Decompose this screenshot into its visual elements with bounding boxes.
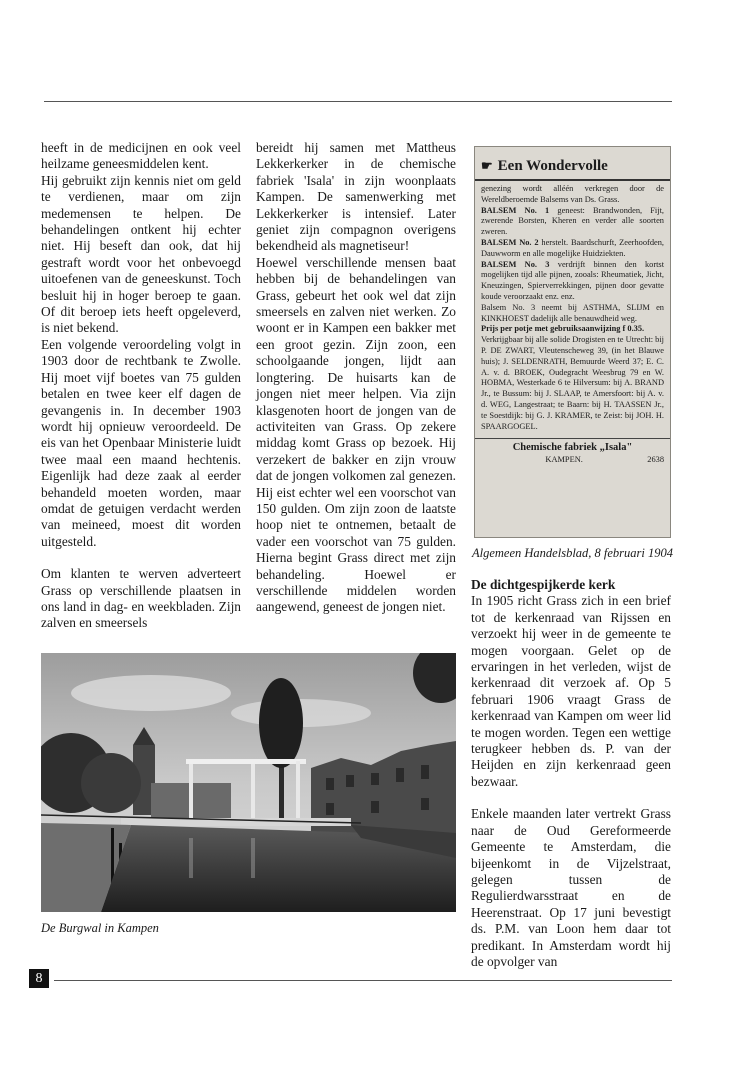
pointing-hand-icon: ☛ xyxy=(481,158,492,173)
burgwal-photo xyxy=(41,653,456,912)
ad-balsem1-text: geneest: Brandwonden, Fijt, zwerende Borsten, Kheren en verder alle soorten zweren. xyxy=(481,205,664,237)
ad-footer: Chemische fabriek „Isala" xyxy=(475,438,670,453)
column-1-paragraph-1: heeft in de medicijnen en ook veel heilzame geneesmiddelen kent. xyxy=(41,140,241,172)
top-rule xyxy=(44,101,672,102)
ad-balsem3-label: BALSEM No. 3 xyxy=(481,259,550,269)
photo-caption: De Burgwal in Kampen xyxy=(41,921,159,935)
column-1 xyxy=(41,140,241,632)
column-3 xyxy=(471,577,671,970)
column-1-paragraph-2: Hij gebruikt zijn kennis niet om geld te verdienen, maar om zijn medemensen te helpen. De behandelingen ontkent hij echter niet. Hij beseft dan ook, dat hij gestraft wordt voor het onbevoegd uitoefenen van de geneeskunst. Toch besluit hij in hoger beroep te gaan. Of dit beroep iets heeft opgeleverd, is niet bekend. xyxy=(41,172,241,336)
ad-dealers: Verkrijgbaar bij alle solide Drogisten en te Utrecht: bij P. DE ZWART, Vleutenscheweg 39, (in het Blauwe huis); J. SELDENRATH, Bemuurde Weerd 37; E. C. A. v. d. BROEK, Oudegracht Weesbrug 79 en W. HOBMA, Westerkade 6 te Hilversum: bij A. BRAND Jr., te Bussum: bij J. SLAAP, te Amersfoort: bij A. v. d. WEG, Langestraat; te Baarn: bij H. TAASSEN Jr., te Soestdijk: bij G. J. KRAMER, te Zeist: bij JOH. H. SPAARGOGEL. xyxy=(481,335,664,431)
ad-footer-line xyxy=(475,453,670,466)
ad-title: ☛ Een Wondervolle xyxy=(475,147,670,181)
page-number: 8 xyxy=(29,969,49,988)
ad-price: Prijs per potje met gebruiksaanwijzing f 0.35. xyxy=(481,324,645,334)
column-2 xyxy=(256,140,456,616)
ad-balsem2-label: BALSEM No. 2 xyxy=(481,237,539,247)
column-1-paragraph-4: Om klanten te werven adverteert Grass op verschillende plaatsen in ons land in dag- en weekbladen. Zijn zalven en smeersels xyxy=(41,566,241,631)
column-1-paragraph-3: Een volgende veroordeling volgt in 1903 door de rechtbank te Zwolle. Hij moet vijf boetes van 75 gulden betalen en twee keer elf dagen de gevangenis in. In december 1903 wordt hij opnieuw veroordeeld. De eis van het Openbaar Ministerie luidt twee maal een maand hechtenis. Eigenlijk had deze zaak al eerder behandeld moeten worden, maar omdat de getuigen verdacht werden van meineed, moest dit worden uitgesteld. xyxy=(41,336,241,549)
newspaper-advertisement xyxy=(474,146,671,538)
ad-body xyxy=(475,181,670,435)
ad-caption: Algemeen Handelsblad, 8 februari 1904 xyxy=(472,546,674,560)
column-2-paragraph-1: bereidt hij samen met Mattheus Lekkerkerker in de chemische fabriek 'Isala' in zijn woonplaats Kampen. De samenwerking met Lekkerkerker is intensief. Later geniet zijn compagnon overigens bekendheid als magnetiseur! xyxy=(256,140,456,254)
column-2-paragraph-2: Hoewel verschillende mensen baat hebben bij de behandelingen van Grass, gebeurt het ook wel dat zijn smeersels en zalven niet werken. Zo woont er in Kampen een bakker met een groot gezin. Zijn zoon, een schoolgaande jongen, lijdt aan longtering. De huisarts kan de jongen niet meer helpen. Via zijn klasgenoten hoort de jongen van de activiteiten van Grass. Op zekere middag komt Grass op bezoek. Hij verzekert de bakker en zijn vrouw dat de jongen volkomen zal genezen. Hij eist echter wel een voorschot van 150 gulden. Om zijn zoon de laatste hoop niet te ontnemen, betaalt de vader een voorschot van 75 gulden. Hierna begint Grass direct met zijn behandeling. Hoewel er verschillende middelen worden aangewend, geneest de jongen niet. xyxy=(256,254,456,615)
section-heading: De dichtgespijkerde kerk xyxy=(471,577,616,592)
column-3-paragraph-2: Enkele maanden later vertrekt Grass naar de Oud Gereformeerde Gemeente te Amsterdam, die bijeenkomt in de Vijzelstraat, gelegen tussen de Regulierdwarsstraat en de Heerenstraat. Op 17 juni bevestigt ds. P.M. van Loon hem daar tot predikant. In Amsterdam wordt hij de opvolger van xyxy=(471,806,671,969)
ad-balsem3-extra: Balsem No. 3 neemt bij ASTHMA, SLIJM en KINKHOEST dadelijk alle benauwdheid weg. xyxy=(481,302,664,323)
ad-balsem1-label: BALSEM No. 1 xyxy=(481,205,550,215)
ad-city: KAMPEN. xyxy=(545,455,583,465)
column-3-paragraph-1: In 1905 richt Grass zich in een brief tot de kerkenraad van Rijssen en verzoekt hij weer in de gemeente te mogen voorgaan. Gelet op de ervaringen in het verleden, wijst de kerkenraad dit verzoek af. Op 5 februari 1906 vraagt Grass de kerkenraad van Kampen om weer lid te mogen worden. Tegen een wettige terugkeer hebben ds. P. van der Heijden en zijn kerkenraad geen bezwaar. xyxy=(471,593,671,789)
bottom-rule xyxy=(54,980,672,981)
ad-number: 2638 xyxy=(647,455,664,465)
ad-balsem3-text: verdrijft binnen den kortst mogelijken tijd alle pijnen, zooals: Rheumatiek, Jicht, Kneuzingen, Spierverrekkingen, pijnen door gevatte koude veroorzaakt enz. enz. xyxy=(481,259,665,301)
ad-intro: genezing wordt alléén verkregen door de Wereldberoemde Balsems van Ds. Grass. xyxy=(481,184,664,204)
ad-balsem2-text: herstelt. Baardschurft, Zeerhoofden, Dauwworm en alle mogelijke Huidziekten. xyxy=(481,237,664,258)
